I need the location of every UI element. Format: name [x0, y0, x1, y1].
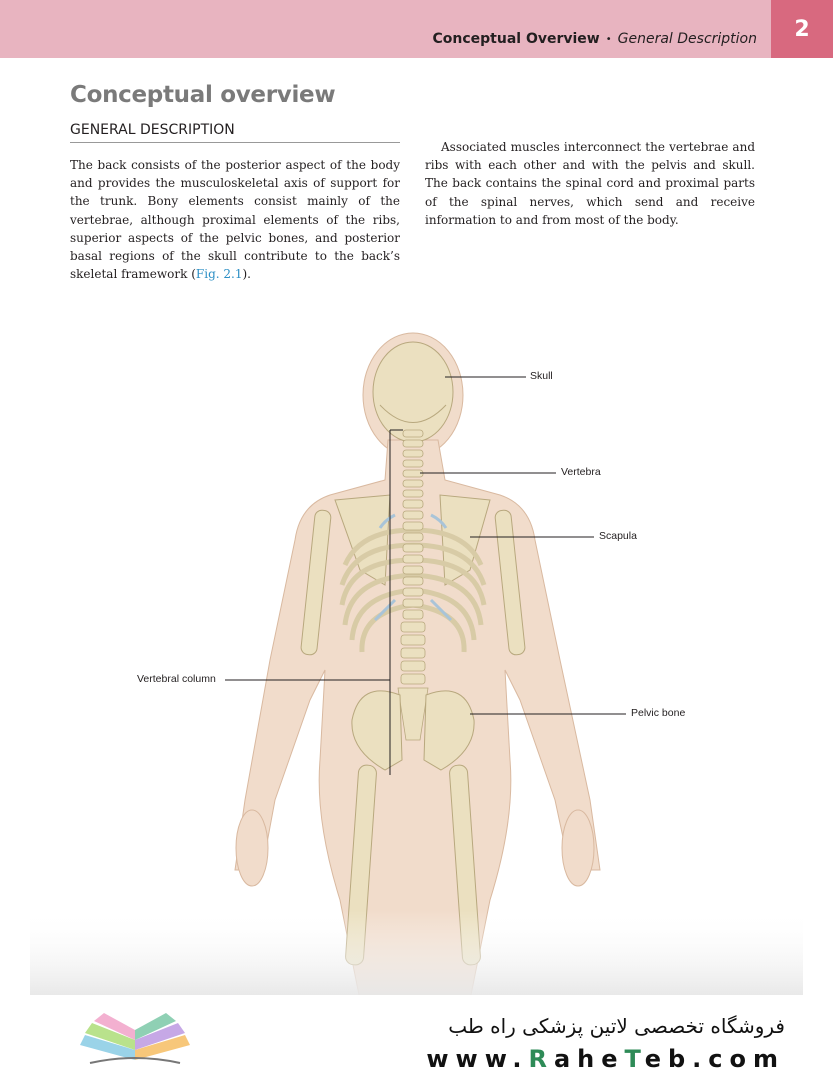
banner-url[interactable]	[426, 1045, 785, 1073]
skeleton-illustration	[0, 300, 833, 1000]
label-skull: Skull	[530, 370, 553, 382]
section-heading: GENERAL DESCRIPTION	[70, 122, 400, 143]
banner-persian-text: فروشگاه تخصصی لاتین پزشکی راه طب	[448, 1014, 785, 1038]
paragraph-left	[70, 156, 400, 283]
figure-back-skeleton	[0, 300, 833, 1000]
url-mid2: eb.com	[644, 1045, 785, 1073]
url-r: R	[528, 1045, 554, 1073]
paragraph-left-end: ).	[242, 267, 251, 282]
running-header-text	[433, 31, 758, 47]
url-prefix: www.	[426, 1045, 529, 1073]
header-section: Conceptual Overview	[432, 31, 600, 47]
url-t: T	[624, 1045, 645, 1073]
url-mid1: ahe	[553, 1045, 625, 1073]
paragraph-left-text: The back consists of the posterior aspect of the body and provides the musculoskeletal axis of support for the trunk. Bony elements consist mainly of the vertebrae, although proximal elements of the ribs, superior aspects of the pelvic bones, and posterior basal regions of the skull contribute to the back’s skeletal framework (	[70, 158, 400, 282]
label-vertebra: Vertebra	[561, 466, 601, 478]
skull-bone	[373, 342, 453, 442]
header-bullet: •	[605, 34, 612, 45]
label-pelvic-bone: Pelvic bone	[631, 707, 686, 719]
chapter-number: 2	[771, 0, 833, 58]
label-vertebral-column: Vertebral column	[137, 673, 216, 685]
label-scapula: Scapula	[599, 530, 637, 542]
header-subsection: General Description	[617, 31, 757, 47]
book-logo-icon	[70, 1005, 200, 1075]
running-header	[0, 0, 833, 58]
figure-reference-link[interactable]: Fig. 2.1	[195, 267, 243, 282]
page-title: Conceptual overview	[70, 82, 336, 108]
paragraph-right: Associated muscles interconnect the vertebrae and ribs with each other and with the pelvis and skull. The back contains the spinal cord and proximal parts of the spinal nerves, which send and receive information to and from most of the body.	[425, 140, 755, 227]
